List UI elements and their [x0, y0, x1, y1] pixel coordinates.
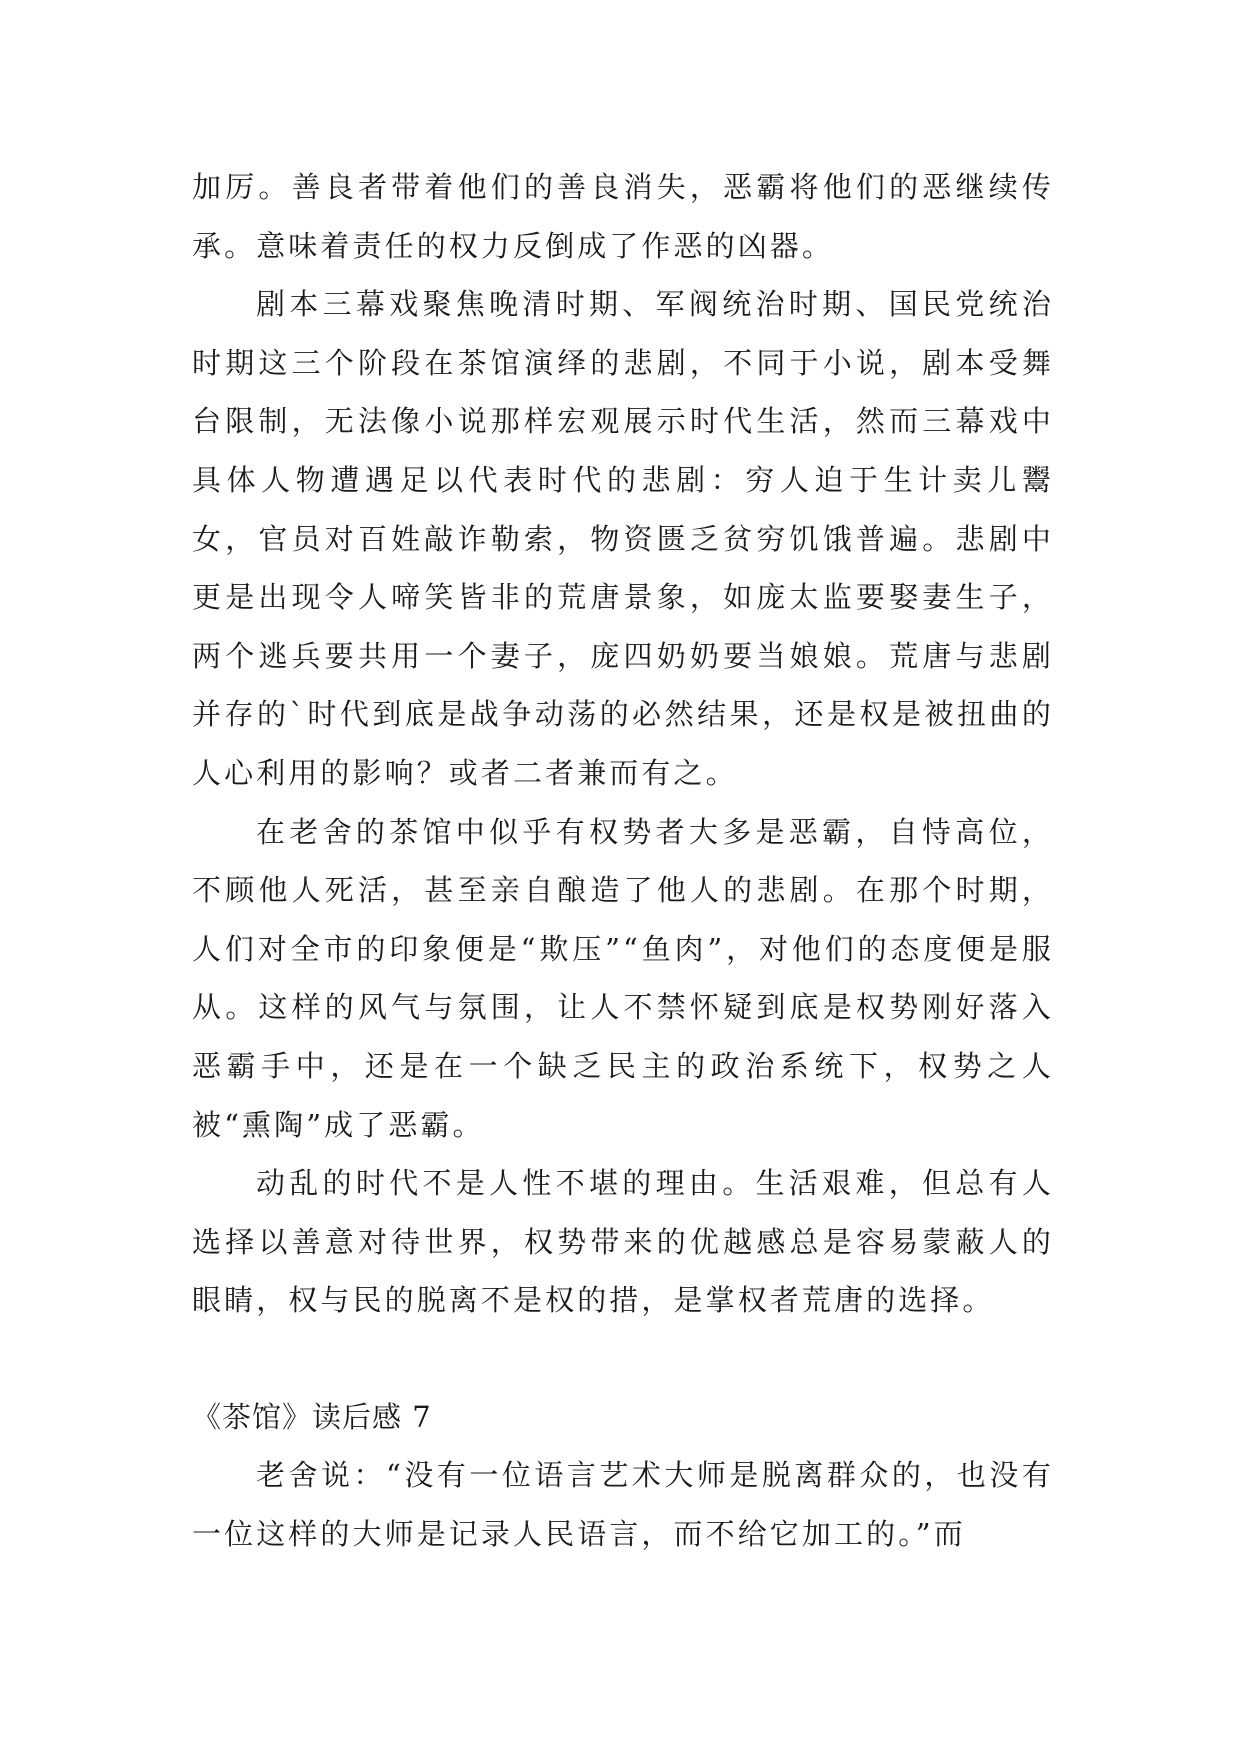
section-title: 《茶馆》读后感 7	[192, 1399, 432, 1434]
section-spacer	[192, 1330, 1054, 1388]
paragraph-laoshe-quote: 老舍说：“没有一位语言艺术大师是脱离群众的，也没有一位这样的大师是记录人民语言，而不给它加工的。”而	[192, 1458, 1054, 1552]
document-body	[192, 158, 1054, 1564]
paragraph-three-acts: 剧本三幕戏聚焦晚清时期、军阀统治时期、国民党统治时期这三个阶段在茶馆演绎的悲剧，不同于小说，剧本受舞台限制，无法像小说那样宏观展示时代生活，然而三幕戏中具体人物遭遇足以代表时代的悲剧：穷人迫于生计卖儿鬻女，官员对百姓敲诈勒索，物资匮乏贫穷饥饿普遍。悲剧中更是出现令人啼笑皆非的荒唐景象，如庞太监要娶妻生子，两个逃兵要共用一个妻子，庞四奶奶要当娘娘。荒唐与悲剧并存的`时代到底是战争动荡的必然结果，还是权是被扭曲的人心利用的影响？或者二者兼而有之。	[192, 287, 1054, 790]
paragraph-turbulent-era: 动乱的时代不是人性不堪的理由。生活艰难，但总有人选择以善意对待世界，权势带来的优越感总是容易蒙蔽人的眼睛，权与民的脱离不是权的措，是掌权者荒唐的选择。	[192, 1166, 1054, 1318]
paragraph-continuation: 加厉。善良者带着他们的善良消失，恶霸将他们的恶继续传承。意味着责任的权力反倒成了作恶的凶器。	[192, 170, 1054, 263]
paragraph-power-holders: 在老舍的茶馆中似乎有权势者大多是恶霸，自恃高位，不顾他人死活，甚至亲自酿造了他人的悲剧。在那个时期，人们对全市的印象便是“欺压”“鱼肉”，对他们的态度便是服从。这样的风气与氛围，让人不禁怀疑到底是权势刚好落入恶霸手中，还是在一个缺乏民主的政治系统下，权势之人被“熏陶”成了恶霸。	[192, 814, 1054, 1142]
